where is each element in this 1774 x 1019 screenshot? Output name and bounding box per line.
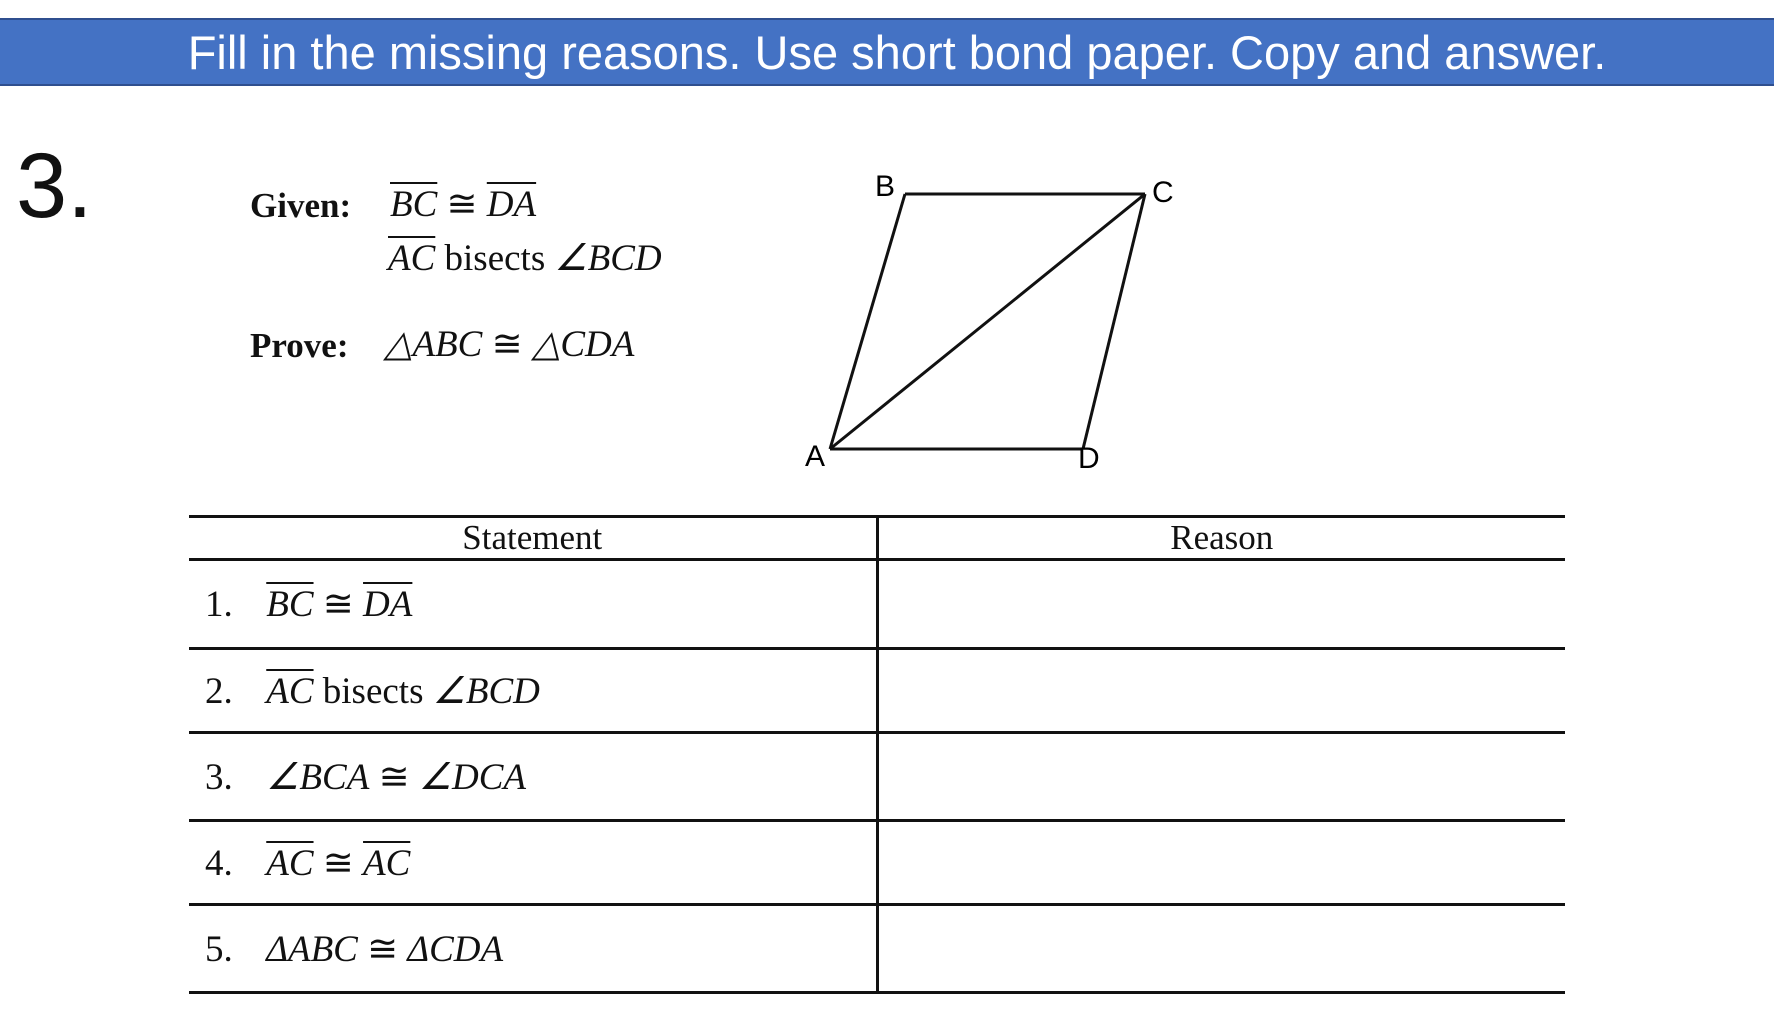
table-row [189, 821, 1565, 905]
step-number: 5. [205, 928, 233, 970]
proof-table [189, 515, 1565, 994]
reason-header: Reason [877, 517, 1565, 560]
prove-statement [384, 326, 634, 363]
table-row [189, 560, 1565, 649]
given-statement-1 [390, 186, 536, 223]
triangle-cda: ΔCDA [407, 928, 504, 970]
instruction-text: Fill in the missing reasons. Use short bond paper. Copy and answer. [187, 25, 1607, 79]
congruent-symbol: ≅ [446, 184, 478, 225]
reason-cell[interactable] [877, 905, 1565, 993]
instruction-banner [0, 18, 1774, 86]
segment-ac: AC [388, 238, 436, 279]
triangle-abc: ΔABC [266, 928, 358, 970]
segment-bc: BC [266, 584, 314, 625]
angle-bcd: ∠BCD [432, 670, 540, 712]
segment-da: DA [486, 184, 537, 225]
statement-cell [189, 821, 877, 905]
segment-bc: BC [390, 184, 438, 225]
reason-cell[interactable] [877, 560, 1565, 649]
angle-bca: ∠BCA [266, 756, 370, 798]
segment-cd-line [1083, 194, 1145, 449]
prove-label: Prove: [250, 326, 349, 365]
statement-header: Statement [189, 517, 877, 560]
vertex-label-c: C [1152, 176, 1174, 209]
congruent-symbol: ≅ [322, 584, 354, 625]
reason-cell[interactable] [877, 733, 1565, 821]
statement-cell [189, 649, 877, 733]
congruent-symbol: ≅ [322, 842, 354, 884]
segment-ac: AC [363, 842, 411, 884]
vertex-label-d: D [1078, 442, 1100, 475]
table-row [189, 733, 1565, 821]
statement-cell [189, 905, 877, 993]
step-number: 3. [205, 756, 233, 798]
triangle-abc: △ABC [384, 324, 483, 365]
segment-ac: AC [266, 670, 314, 712]
step-number: 2. [205, 670, 233, 712]
triangle-cda: △CDA [531, 324, 635, 365]
angle-dca: ∠DCA [418, 756, 526, 798]
statement-cell [189, 733, 877, 821]
problem-number: 3. [16, 135, 93, 237]
proof-table-header [189, 517, 1565, 560]
bisects-word: bisects [322, 670, 424, 712]
given-label: Given: [250, 186, 352, 225]
statement-cell [189, 560, 877, 649]
parallelogram-figure [795, 170, 1195, 480]
table-row [189, 905, 1565, 993]
segment-ac: AC [266, 842, 314, 884]
diagonal-ac-line [830, 194, 1145, 449]
table-row [189, 649, 1565, 733]
step-number: 1. [205, 584, 233, 625]
step-number: 4. [205, 842, 233, 884]
vertex-label-b: B [875, 170, 896, 203]
congruent-symbol: ≅ [491, 324, 523, 365]
given-statement-2 [388, 240, 662, 277]
angle-bcd: ∠BCD [554, 238, 662, 279]
segment-da: DA [363, 584, 413, 625]
vertex-label-a: A [805, 440, 826, 473]
segment-ab-line [830, 194, 905, 449]
congruent-symbol: ≅ [378, 756, 410, 798]
reason-cell[interactable] [877, 821, 1565, 905]
bisects-word: bisects [444, 238, 546, 279]
congruent-symbol: ≅ [367, 928, 399, 970]
reason-cell[interactable] [877, 649, 1565, 733]
